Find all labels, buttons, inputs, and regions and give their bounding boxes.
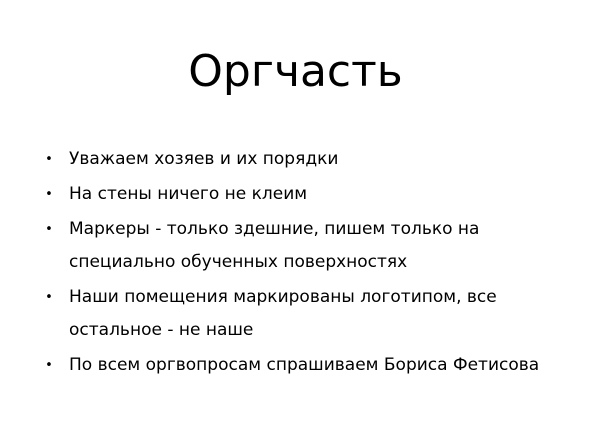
bullet-item [44,281,564,347]
bullet-icon: • [45,187,53,202]
bullet-text: По всем оргвопросам спрашиваем Бориса Фетисова [69,355,540,375]
bullet-item [44,213,564,279]
bullet-item [44,143,564,176]
bullet-text: На стены ничего не клеим [69,184,308,204]
bullet-item [44,178,564,211]
bullet-item [44,349,564,382]
bullet-icon: • [45,222,53,237]
slide-title: Оргчасть [188,46,403,97]
bullet-text: Наши помещения маркированы логотипом, все остальное - не наше [69,287,497,340]
bullet-list [44,143,564,384]
bullet-icon: • [45,290,53,305]
bullet-text: Маркеры - только здешние, пишем только на специально обученных поверхностях [69,219,480,272]
bullet-icon: • [45,358,53,373]
bullet-icon: • [45,152,53,167]
bullet-text: Уважаем хозяев и их порядки [69,149,339,169]
